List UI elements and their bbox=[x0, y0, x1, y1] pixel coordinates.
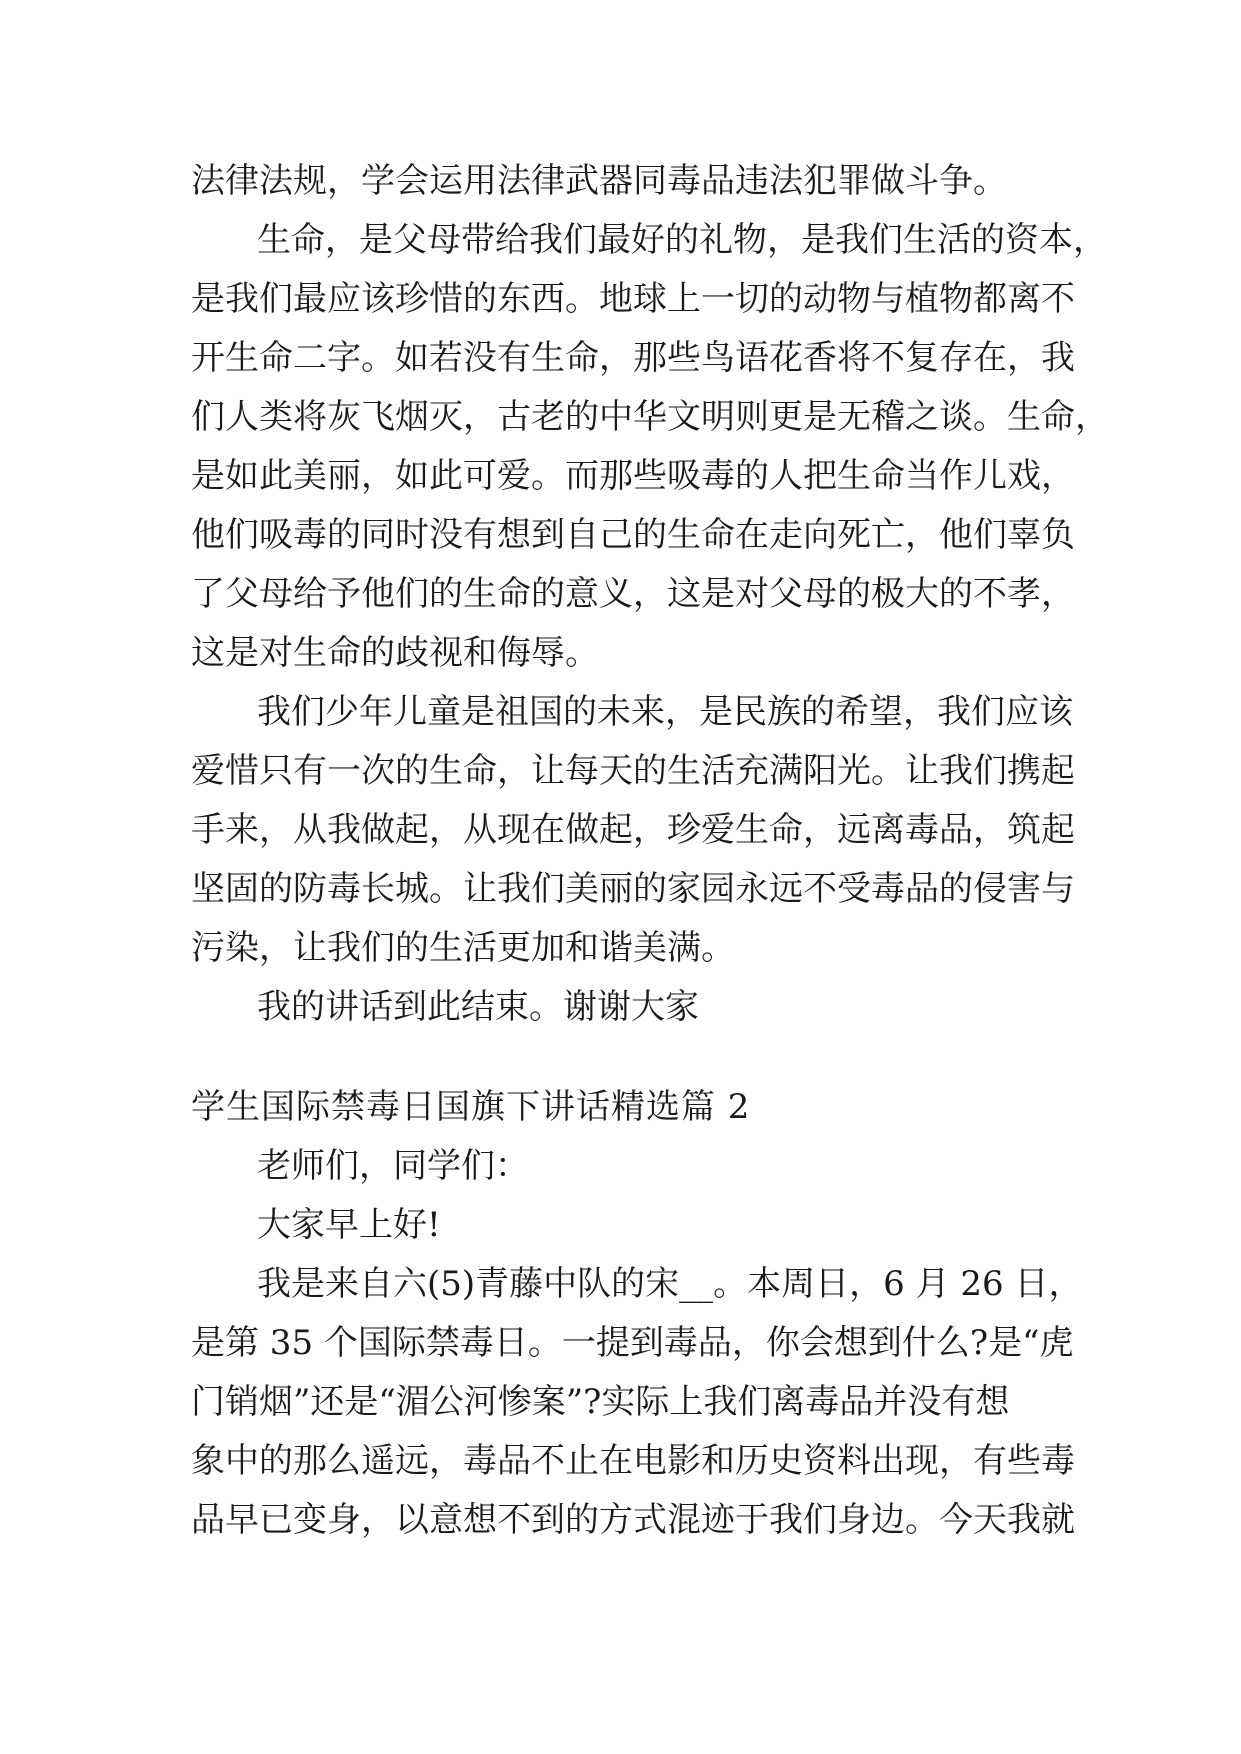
text-line: 老师们，同学们： bbox=[257, 1146, 529, 1186]
text-line: 我们少年儿童是祖国的未来，是民族的希望，我们应该 bbox=[257, 692, 1073, 732]
text-line: 是如此美丽，如此可爱。而那些吸毒的人把生命当作儿戏， bbox=[191, 456, 1075, 496]
text-line: 生命，是父母带给我们最好的礼物，是我们生活的资本， bbox=[257, 220, 1107, 260]
text-line: 品早已变身，以意想不到的方式混迹于我们身边。今天我就 bbox=[191, 1500, 1075, 1540]
text-line: 了父母给予他们的生命的意义，这是对父母的极大的不孝， bbox=[191, 574, 1075, 614]
text-line: 是第 35 个国际禁毒日。一提到毒品，你会想到什么?是“虎 bbox=[191, 1323, 1074, 1363]
text-line: 我是来自六(5)青藤中队的宋__。本周日，6 月 26 日， bbox=[257, 1264, 1083, 1304]
text-line: 法律法规，学会运用法律武器同毒品违法犯罪做斗争。 bbox=[191, 161, 1007, 201]
text-line: 开生命二字。如若没有生命，那些鸟语花香将不复存在，我 bbox=[191, 338, 1075, 378]
text-line: 们人类将灰飞烟灭，古老的中华文明则更是无稽之谈。生命， bbox=[191, 397, 1109, 437]
text-line: 是我们最应该珍惜的东西。地球上一切的动物与植物都离不 bbox=[191, 279, 1075, 319]
text-line: 这是对生命的歧视和侮辱。 bbox=[191, 633, 599, 673]
section-title: 学生国际禁毒日国旗下讲话精选篇 2 bbox=[191, 1087, 751, 1127]
text-line: 他们吸毒的同时没有想到自己的生命在走向死亡，他们辜负 bbox=[191, 515, 1075, 555]
text-line: 大家早上好! bbox=[257, 1205, 441, 1245]
text-line: 我的讲话到此结束。谢谢大家 bbox=[257, 987, 699, 1027]
text-line: 门销烟”还是“湄公河惨案”?实际上我们离毒品并没有想 bbox=[191, 1382, 1010, 1422]
text-line: 污染，让我们的生活更加和谐美满。 bbox=[191, 928, 735, 968]
text-line: 坚固的防毒长城。让我们美丽的家园永远不受毒品的侵害与 bbox=[191, 869, 1075, 909]
text-line: 爱惜只有一次的生命，让每天的生活充满阳光。让我们携起 bbox=[191, 751, 1075, 791]
text-line: 象中的那么遥远，毒品不止在电影和历史资料出现，有些毒 bbox=[191, 1441, 1075, 1481]
text-line: 手来，从我做起，从现在做起，珍爱生命，远离毒品，筑起 bbox=[191, 810, 1075, 850]
